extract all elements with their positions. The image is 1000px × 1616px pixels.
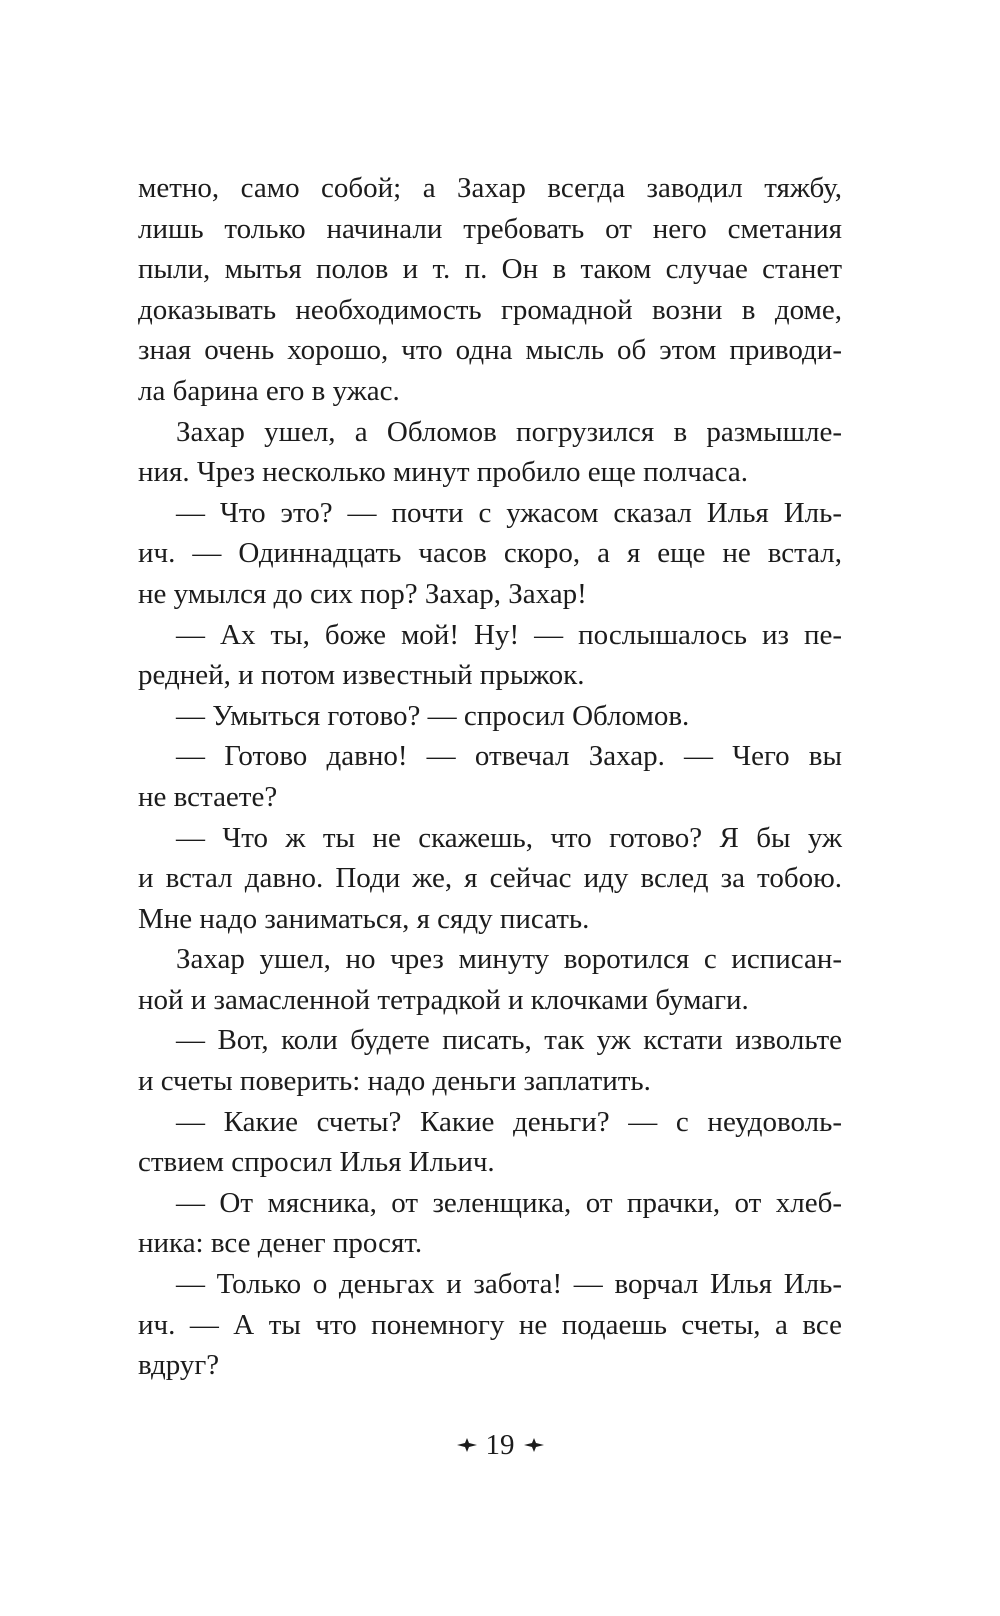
text-line: ич. — Одиннадцать часов скоро, а я еще не встал, [138, 537, 842, 570]
text-line: ния. Чрез несколько минут пробило еще полчаса. [138, 456, 749, 489]
text-line: метно, само собой; а Захар всегда заводил тяжбу, [138, 172, 842, 204]
text-line: — Только о деньгах и забота! — ворчал Илья Иль- [176, 1268, 842, 1301]
text-line: — Умыться готово? — спросил Обломов. [176, 699, 690, 732]
text-line: вдруг? [138, 1349, 220, 1382]
page-footer [0, 1425, 1000, 1465]
text-line: доказывать необходимость громадной возни в доме, [138, 293, 842, 326]
text-line: лишь только начинали требовать от него сметания [138, 212, 842, 245]
text-line: — Ах ты, боже мой! Ну! — послышалось из пе- [176, 618, 842, 651]
four-point-star-icon [523, 1434, 545, 1456]
body-text [138, 168, 842, 1386]
text-line: Мне надо заниматься, я сяду писать. [138, 902, 590, 935]
text-line: — Готово давно! — отвечал Захар. — Чего вы [176, 740, 842, 773]
text-line: и счеты поверить: надо деньги заплатить. [138, 1065, 651, 1098]
text-line: — Вот, коли будете писать, так уж кстати извольте [176, 1024, 842, 1057]
text-line: — Что это? — почти с ужасом сказал Илья Иль- [176, 496, 842, 529]
text-line: — Какие счеты? Какие деньги? — с неудоволь- [176, 1105, 842, 1138]
text-line: — От мясника, от зеленщика, от прачки, от хлеб- [176, 1186, 842, 1219]
text-line: Захар ушел, а Обломов погрузился в размышле- [176, 415, 842, 448]
text-line: редней, и потом известный прыжок. [138, 659, 585, 692]
text-line: зная очень хорошо, что одна мысль об этом приводи- [138, 334, 842, 367]
four-point-star-icon [456, 1434, 478, 1456]
text-line: пыли, мытья полов и т. п. Он в таком случае станет [138, 253, 842, 286]
text-line: ич. — А ты что понемногу не подаешь счеты, а все [138, 1308, 842, 1341]
text-line: ла барина его в ужас. [138, 374, 400, 407]
text-line: не умылся до сих пор? Захар, Захар! [138, 577, 587, 610]
text-line: ника: все денег просят. [138, 1227, 423, 1260]
text-line: ствием спросил Илья Ильич. [138, 1146, 495, 1179]
text-line: ной и замасленной тетрадкой и клочками бумаги. [138, 983, 749, 1016]
text-line: не встаете? [138, 780, 278, 813]
text-line: — Что ж ты не скажешь, что готово? Я бы уж [176, 821, 842, 854]
text-line: Захар ушел, но чрез минуту воротился с исписан- [176, 943, 842, 976]
page-number: 19 [485, 1428, 515, 1461]
text-line: и встал давно. Поди же, я сейчас иду вслед за тобою. [138, 862, 842, 895]
